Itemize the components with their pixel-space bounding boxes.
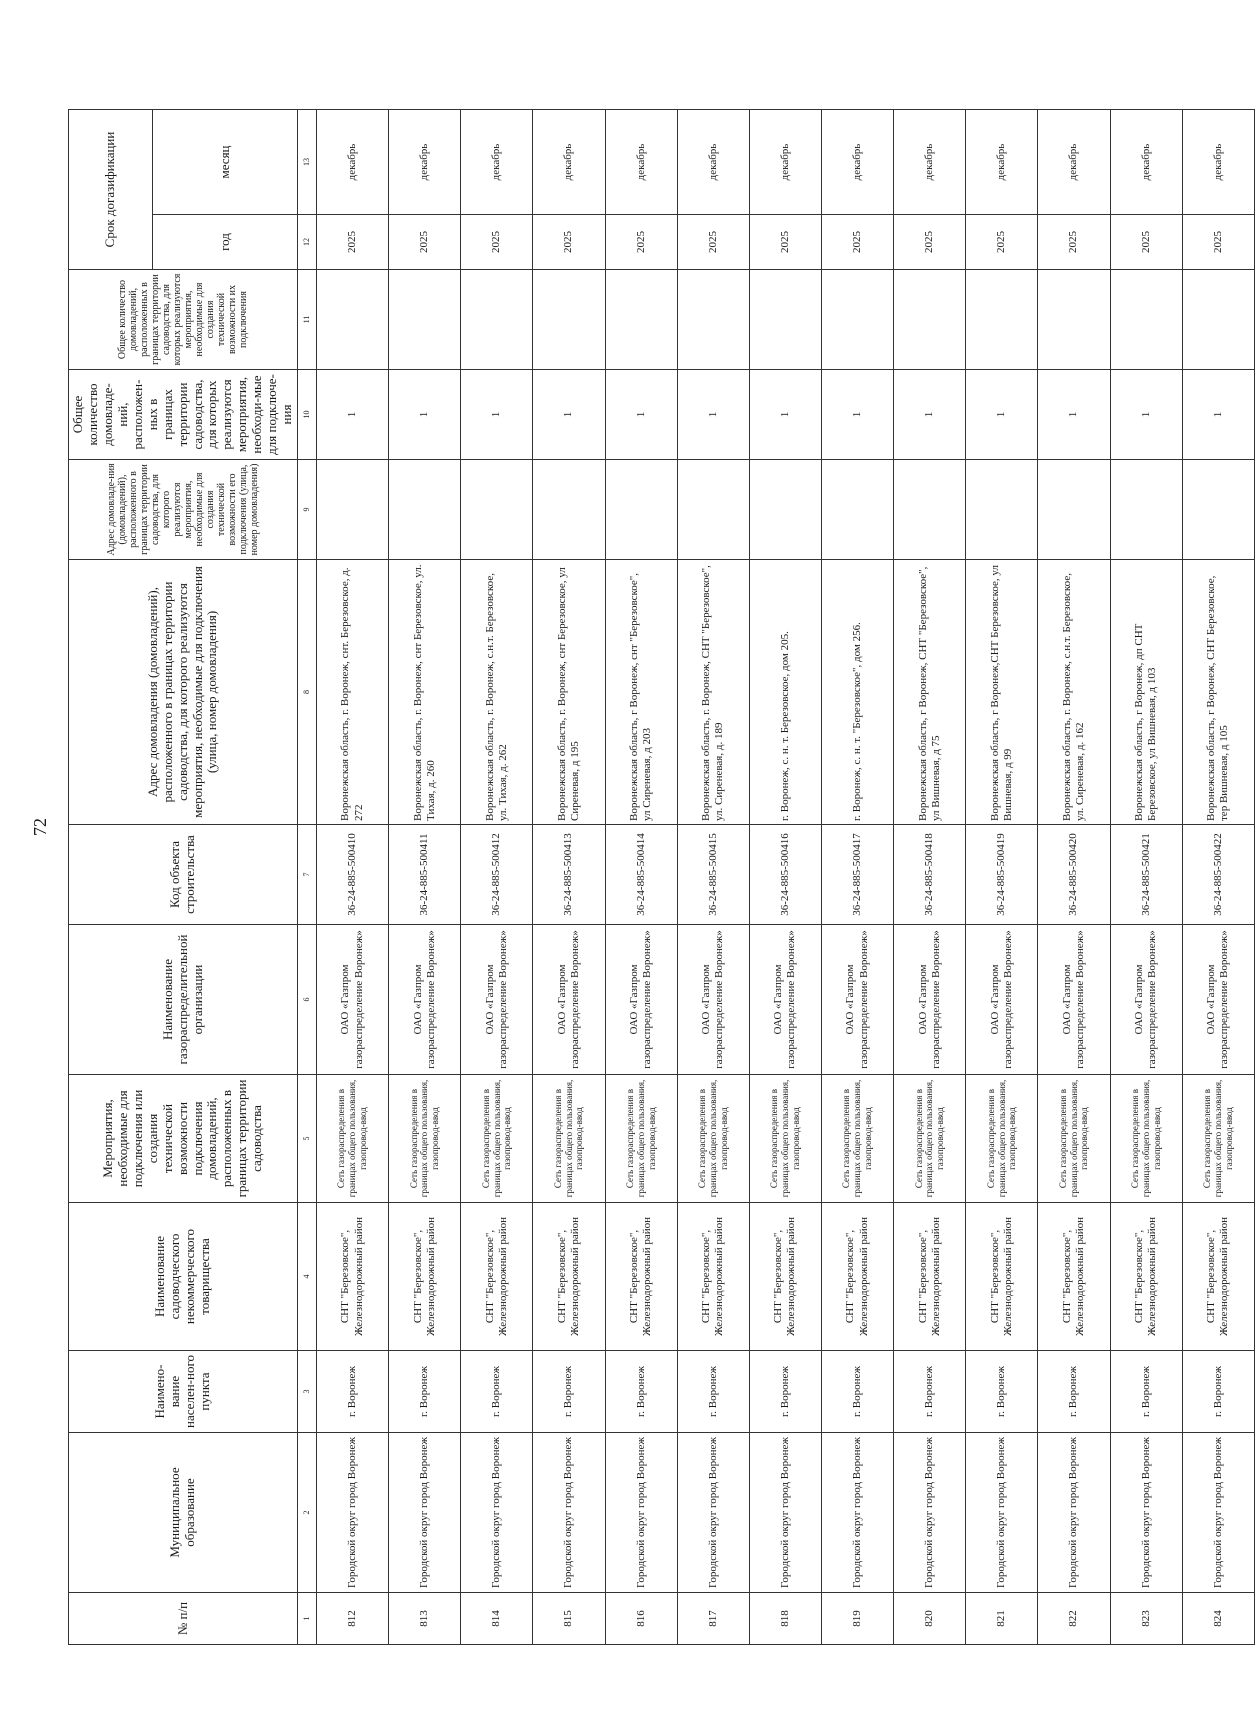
cell-month: декабрь xyxy=(533,110,605,215)
cell-code: 36-24-885-500416 xyxy=(749,825,821,925)
cell-count-tech xyxy=(533,270,605,370)
cell-address-tech xyxy=(533,460,605,560)
cell-month: декабрь xyxy=(822,110,894,215)
cell-municipality: Городской округ город Воронеж xyxy=(1110,1433,1182,1593)
cell-settlement: г. Воронеж xyxy=(822,1351,894,1433)
cell-count-tech xyxy=(822,270,894,370)
column-number: 3 xyxy=(298,1351,317,1433)
cell-number: 817 xyxy=(677,1593,749,1645)
cell-municipality: Городской округ город Воронеж xyxy=(461,1433,533,1593)
cell-settlement: г. Воронеж xyxy=(317,1351,389,1433)
cell-snt: СНТ "Березовское", Железнодорожный район xyxy=(749,1203,821,1351)
cell-number: 812 xyxy=(317,1593,389,1645)
cell-event: Сеть газораспределения в границах общего пользования, газопровод-ввод xyxy=(533,1075,605,1203)
cell-count: 1 xyxy=(317,370,389,460)
cell-snt: СНТ "Березовское", Железнодорожный район xyxy=(966,1203,1038,1351)
cell-event: Сеть газораспределения в границах общего пользования, газопровод-ввод xyxy=(1038,1075,1110,1203)
cell-address-tech xyxy=(822,460,894,560)
cell-organization: ОАО «Газпром газораспределение Воронеж» xyxy=(317,925,389,1075)
column-number: 1 xyxy=(298,1593,317,1645)
cell-snt: СНТ "Березовское", Железнодорожный район xyxy=(1110,1203,1182,1351)
cell-municipality: Городской округ город Воронеж xyxy=(749,1433,821,1593)
header-event: Мероприятия, необходимые для подключения или создания технической возможности подключения домовладений, расположенных в границах территории садоводства xyxy=(69,1075,298,1203)
cell-address-tech xyxy=(1038,460,1110,560)
cell-year: 2025 xyxy=(1182,215,1254,270)
cell-snt: СНТ "Березовское", Железнодорожный район xyxy=(677,1203,749,1351)
cell-organization: ОАО «Газпром газораспределение Воронеж» xyxy=(1110,925,1182,1075)
cell-event: Сеть газораспределения в границах общего пользования, газопровод-ввод xyxy=(677,1075,749,1203)
cell-count-tech xyxy=(1182,270,1254,370)
cell-organization: ОАО «Газпром газораспределение Воронеж» xyxy=(894,925,966,1075)
cell-month: декабрь xyxy=(1038,110,1110,215)
column-number: 12 xyxy=(298,215,317,270)
cell-count-tech xyxy=(749,270,821,370)
cell-municipality: Городской округ город Воронеж xyxy=(1038,1433,1110,1593)
table-row xyxy=(966,110,1038,1645)
cell-snt: СНТ "Березовское", Железнодорожный район xyxy=(461,1203,533,1351)
cell-count-tech xyxy=(966,270,1038,370)
cell-number: 820 xyxy=(894,1593,966,1645)
cell-year: 2025 xyxy=(1110,215,1182,270)
header-number: № п/п xyxy=(69,1593,298,1645)
cell-address-tech xyxy=(605,460,677,560)
cell-address-tech xyxy=(1110,460,1182,560)
cell-organization: ОАО «Газпром газораспределение Воронеж» xyxy=(605,925,677,1075)
cell-settlement: г. Воронеж xyxy=(894,1351,966,1433)
cell-address-tech xyxy=(317,460,389,560)
cell-code: 36-24-885-500410 xyxy=(317,825,389,925)
cell-month: декабрь xyxy=(1110,110,1182,215)
cell-count-tech xyxy=(461,270,533,370)
cell-number: 823 xyxy=(1110,1593,1182,1645)
cell-organization: ОАО «Газпром газораспределение Воронеж» xyxy=(822,925,894,1075)
cell-address-tech xyxy=(749,460,821,560)
table-row xyxy=(1182,110,1254,1645)
column-number: 5 xyxy=(298,1075,317,1203)
cell-month: декабрь xyxy=(749,110,821,215)
column-number: 10 xyxy=(298,370,317,460)
cell-year: 2025 xyxy=(1038,215,1110,270)
column-number: 2 xyxy=(298,1433,317,1593)
cell-count: 1 xyxy=(822,370,894,460)
cell-count-tech xyxy=(677,270,749,370)
table-row xyxy=(1038,110,1110,1645)
page-number: 72 xyxy=(30,818,50,836)
cell-month: декабрь xyxy=(677,110,749,215)
column-number: 11 xyxy=(298,270,317,370)
cell-year: 2025 xyxy=(461,215,533,270)
cell-snt: СНТ "Березовское", Железнодорожный район xyxy=(822,1203,894,1351)
cell-address-tech xyxy=(966,460,1038,560)
cell-number: 818 xyxy=(749,1593,821,1645)
cell-event: Сеть газораспределения в границах общего пользования, газопровод-ввод xyxy=(749,1075,821,1203)
rotated-table-wrapper xyxy=(68,110,1234,1645)
column-number: 4 xyxy=(298,1203,317,1351)
cell-settlement: г. Воронеж xyxy=(966,1351,1038,1433)
header-count: Общее количество домовладе-ний, расположен-ных в границах территории садоводства, для которых реализуются мероприятия, необходи-мые для подключе-ния xyxy=(69,370,298,460)
cell-number: 815 xyxy=(533,1593,605,1645)
column-number: 8 xyxy=(298,560,317,825)
cell-count: 1 xyxy=(605,370,677,460)
cell-year: 2025 xyxy=(749,215,821,270)
cell-settlement: г. Воронеж xyxy=(461,1351,533,1433)
header-year: год xyxy=(153,215,298,270)
cell-event: Сеть газораспределения в границах общего пользования, газопровод-ввод xyxy=(605,1075,677,1203)
cell-count-tech xyxy=(1038,270,1110,370)
table-row xyxy=(389,110,461,1645)
header-municipality: Муниципальное образование xyxy=(69,1433,298,1593)
cell-count-tech xyxy=(317,270,389,370)
cell-settlement: г. Воронеж xyxy=(1110,1351,1182,1433)
header-address: Адрес домовладения (домовладений), расположенного в границах территории садоводства, для которого реализуются мероприятия, необходимые для подключения (улица, номер домовладения) xyxy=(69,560,298,825)
cell-address-tech xyxy=(677,460,749,560)
cell-code: 36-24-885-500418 xyxy=(894,825,966,925)
table-row xyxy=(461,110,533,1645)
cell-count: 1 xyxy=(1110,370,1182,460)
cell-code: 36-24-885-500422 xyxy=(1182,825,1254,925)
header-row-1 xyxy=(69,110,153,1645)
cell-address: Воронежская область, г. Воронеж, с.н.т. Березовское, ул. Сиреневая, д. 162 xyxy=(1038,560,1110,825)
column-number: 13 xyxy=(298,110,317,215)
cell-snt: СНТ "Березовское", Железнодорожный район xyxy=(317,1203,389,1351)
cell-address-tech xyxy=(1182,460,1254,560)
cell-event: Сеть газораспределения в границах общего пользования, газопровод-ввод xyxy=(1110,1075,1182,1203)
cell-settlement: г. Воронеж xyxy=(533,1351,605,1433)
cell-count: 1 xyxy=(1038,370,1110,460)
cell-address: Воронежская область, г Воронеж, СНТ "Березовское", ул Вишневая, д 75 xyxy=(894,560,966,825)
cell-year: 2025 xyxy=(894,215,966,270)
cell-number: 822 xyxy=(1038,1593,1110,1645)
cell-settlement: г. Воронеж xyxy=(605,1351,677,1433)
cell-count: 1 xyxy=(966,370,1038,460)
header-snt: Наименование садоводческого некоммерческого товарищества xyxy=(69,1203,298,1351)
cell-address: г. Воронеж, с. н. т. Березовское, дом 205. xyxy=(749,560,821,825)
cell-count-tech xyxy=(389,270,461,370)
cell-settlement: г. Воронеж xyxy=(1182,1351,1254,1433)
cell-municipality: Городской округ город Воронеж xyxy=(894,1433,966,1593)
cell-event: Сеть газораспределения в границах общего пользования, газопровод-ввод xyxy=(1182,1075,1254,1203)
cell-settlement: г. Воронеж xyxy=(389,1351,461,1433)
column-number: 7 xyxy=(298,825,317,925)
cell-organization: ОАО «Газпром газораспределение Воронеж» xyxy=(677,925,749,1075)
cell-count: 1 xyxy=(677,370,749,460)
cell-address: Воронежская область, г. Воронеж, снт Березовское, ул Сиреневая, д 195 xyxy=(533,560,605,825)
cell-municipality: Городской округ город Воронеж xyxy=(1182,1433,1254,1593)
cell-count-tech xyxy=(605,270,677,370)
cell-year: 2025 xyxy=(317,215,389,270)
cell-organization: ОАО «Газпром газораспределение Воронеж» xyxy=(1038,925,1110,1075)
cell-count-tech xyxy=(894,270,966,370)
cell-municipality: Городской округ город Воронеж xyxy=(317,1433,389,1593)
gasification-table xyxy=(68,109,1255,1645)
cell-month: декабрь xyxy=(1182,110,1254,215)
cell-month: декабрь xyxy=(966,110,1038,215)
cell-code: 36-24-885-500411 xyxy=(389,825,461,925)
cell-address: г. Воронеж, с. н. т. "Березовское", дом 256. xyxy=(822,560,894,825)
cell-month: декабрь xyxy=(894,110,966,215)
header-month: месяц xyxy=(153,110,298,215)
cell-organization: ОАО «Газпром газораспределение Воронеж» xyxy=(749,925,821,1075)
cell-event: Сеть газораспределения в границах общего пользования, газопровод-ввод xyxy=(894,1075,966,1203)
cell-address-tech xyxy=(894,460,966,560)
cell-number: 816 xyxy=(605,1593,677,1645)
cell-event: Сеть газораспределения в границах общего пользования, газопровод-ввод xyxy=(822,1075,894,1203)
cell-count: 1 xyxy=(461,370,533,460)
cell-address: Воронежская область, г. Воронеж, снт. Березовское, д. 272 xyxy=(317,560,389,825)
cell-address-tech xyxy=(461,460,533,560)
cell-settlement: г. Воронеж xyxy=(677,1351,749,1433)
cell-address: Воронежская область, г. Воронеж, снт Березовское, ул. Тихая, д. 260 xyxy=(389,560,461,825)
cell-settlement: г. Воронеж xyxy=(749,1351,821,1433)
cell-municipality: Городской округ город Воронеж xyxy=(822,1433,894,1593)
header-organization: Наименование газораспределительной организации xyxy=(69,925,298,1075)
cell-snt: СНТ "Березовское", Железнодорожный район xyxy=(605,1203,677,1351)
cell-number: 819 xyxy=(822,1593,894,1645)
column-numbers-row xyxy=(298,110,317,1645)
cell-organization: ОАО «Газпром газораспределение Воронеж» xyxy=(966,925,1038,1075)
cell-code: 36-24-885-500415 xyxy=(677,825,749,925)
cell-address: Воронежская область, г Воронеж,СНТ Березовское, ул Вишневая, д 99 xyxy=(966,560,1038,825)
cell-count: 1 xyxy=(533,370,605,460)
cell-year: 2025 xyxy=(677,215,749,270)
cell-municipality: Городской округ город Воронеж xyxy=(605,1433,677,1593)
cell-organization: ОАО «Газпром газораспределение Воронеж» xyxy=(461,925,533,1075)
cell-event: Сеть газораспределения в границах общего пользования, газопровод-ввод xyxy=(966,1075,1038,1203)
header-code: Код объекта строительства xyxy=(69,825,298,925)
cell-year: 2025 xyxy=(605,215,677,270)
cell-snt: СНТ "Березовское", Железнодорожный район xyxy=(1038,1203,1110,1351)
table-row xyxy=(1110,110,1182,1645)
cell-count: 1 xyxy=(389,370,461,460)
cell-count: 1 xyxy=(894,370,966,460)
header-deadline: Срок догазификации xyxy=(69,110,153,270)
cell-year: 2025 xyxy=(822,215,894,270)
cell-count: 1 xyxy=(749,370,821,460)
cell-code: 36-24-885-500412 xyxy=(461,825,533,925)
cell-address: Воронежская область, г Воронеж, снт "Березовское", ул Сиреневая, д 203 xyxy=(605,560,677,825)
cell-organization: ОАО «Газпром газораспределение Воронеж» xyxy=(389,925,461,1075)
header-address-tech: Адрес домовладе-ния (домовладений), расположенного в границах территории садоводства, для которого реализуются мероприятия, необходимые для создания технической возможности его подключения (улица, номер домовладения) xyxy=(69,460,298,560)
cell-number: 813 xyxy=(389,1593,461,1645)
cell-year: 2025 xyxy=(533,215,605,270)
header-settlement: Наимено-вание населен-ного пункта xyxy=(69,1351,298,1433)
cell-address: Воронежская область, г. Воронеж, СНТ "Березовское", ул. Сиреневая, д. 189 xyxy=(677,560,749,825)
cell-address-tech xyxy=(389,460,461,560)
column-number: 6 xyxy=(298,925,317,1075)
header-count-tech: Общее количество домовладений, расположенных в границах территории садоводства, для которых реализуются мероприятия, необходимые для создания технической возможности их подключения xyxy=(69,270,298,370)
cell-code: 36-24-885-500417 xyxy=(822,825,894,925)
cell-municipality: Городской округ город Воронеж xyxy=(389,1433,461,1593)
table-row xyxy=(317,110,389,1645)
table-row xyxy=(749,110,821,1645)
table-row xyxy=(894,110,966,1645)
cell-address: Воронежская область, г Воронеж, дп СНТ Березовское, ул Вишневая, д 103 xyxy=(1110,560,1182,825)
cell-snt: СНТ "Березовское", Железнодорожный район xyxy=(894,1203,966,1351)
cell-code: 36-24-885-500413 xyxy=(533,825,605,925)
cell-municipality: Городской округ город Воронеж xyxy=(533,1433,605,1593)
cell-event: Сеть газораспределения в границах общего пользования, газопровод-ввод xyxy=(317,1075,389,1203)
cell-code: 36-24-885-500419 xyxy=(966,825,1038,925)
cell-snt: СНТ "Березовское", Железнодорожный район xyxy=(533,1203,605,1351)
cell-code: 36-24-885-500421 xyxy=(1110,825,1182,925)
cell-address: Воронежская область, г. Воронеж, с.н.т. Березовское, ул. Тихая, д. 262 xyxy=(461,560,533,825)
table-row xyxy=(822,110,894,1645)
cell-address: Воронежская область, г Воронеж, СНТ Березовское, тер Вишневая, д 105 xyxy=(1182,560,1254,825)
table-row xyxy=(605,110,677,1645)
column-number: 9 xyxy=(298,460,317,560)
cell-month: декабрь xyxy=(461,110,533,215)
cell-event: Сеть газораспределения в границах общего пользования, газопровод-ввод xyxy=(461,1075,533,1203)
table-row xyxy=(533,110,605,1645)
cell-month: декабрь xyxy=(317,110,389,215)
cell-organization: ОАО «Газпром газораспределение Воронеж» xyxy=(533,925,605,1075)
cell-count: 1 xyxy=(1182,370,1254,460)
cell-snt: СНТ "Березовское", Железнодорожный район xyxy=(1182,1203,1254,1351)
cell-event: Сеть газораспределения в границах общего пользования, газопровод-ввод xyxy=(389,1075,461,1203)
cell-settlement: г. Воронеж xyxy=(1038,1351,1110,1433)
cell-number: 824 xyxy=(1182,1593,1254,1645)
cell-month: декабрь xyxy=(605,110,677,215)
cell-number: 814 xyxy=(461,1593,533,1645)
cell-year: 2025 xyxy=(966,215,1038,270)
cell-number: 821 xyxy=(966,1593,1038,1645)
cell-year: 2025 xyxy=(389,215,461,270)
cell-month: декабрь xyxy=(389,110,461,215)
cell-snt: СНТ "Березовское", Железнодорожный район xyxy=(389,1203,461,1351)
cell-municipality: Городской округ город Воронеж xyxy=(966,1433,1038,1593)
cell-organization: ОАО «Газпром газораспределение Воронеж» xyxy=(1182,925,1254,1075)
table-row xyxy=(677,110,749,1645)
cell-code: 36-24-885-500414 xyxy=(605,825,677,925)
cell-count-tech xyxy=(1110,270,1182,370)
cell-code: 36-24-885-500420 xyxy=(1038,825,1110,925)
cell-municipality: Городской округ город Воронеж xyxy=(677,1433,749,1593)
